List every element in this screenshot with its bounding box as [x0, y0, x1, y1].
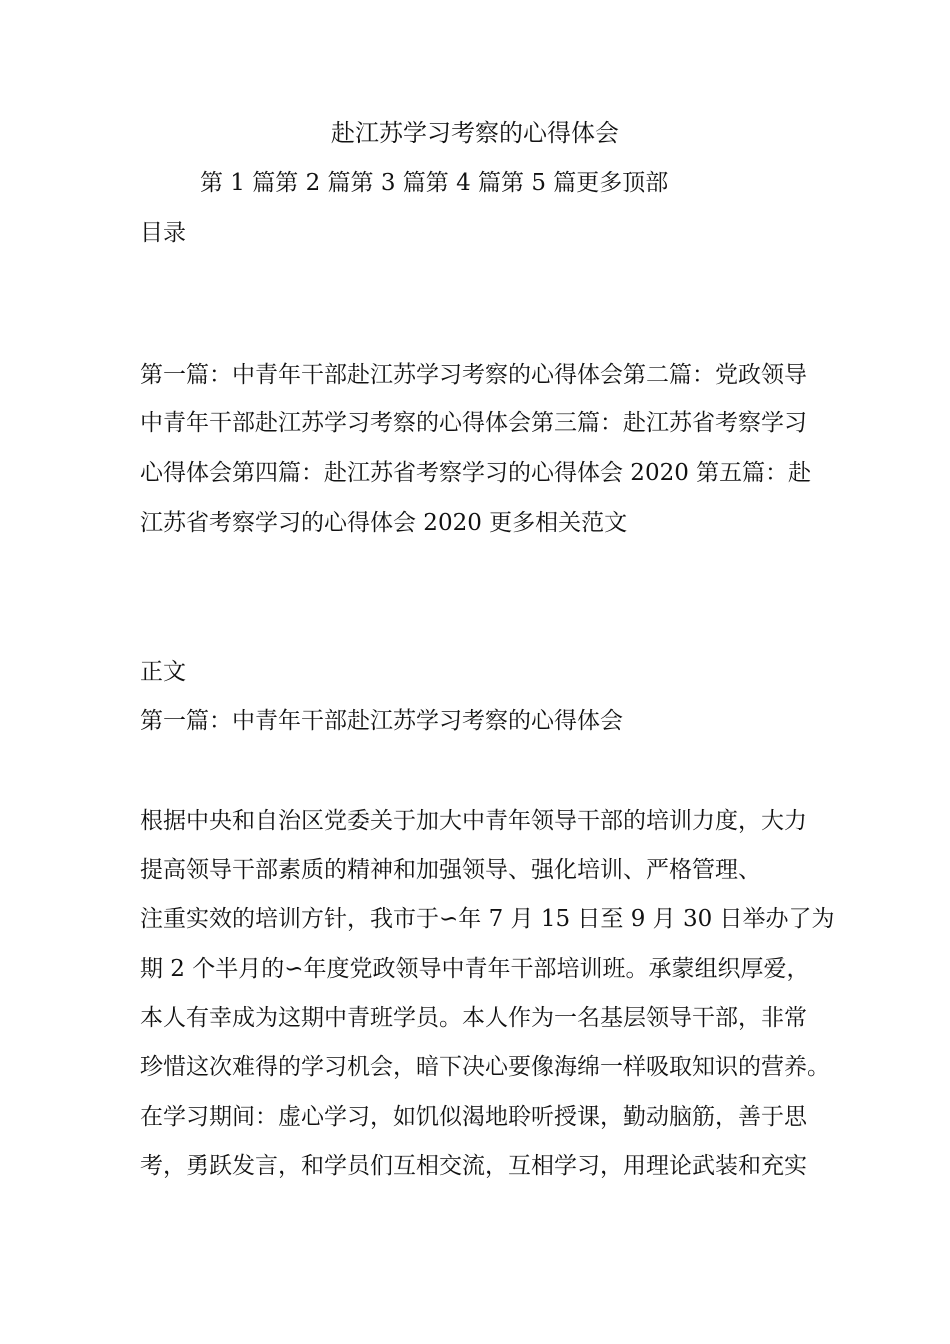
document-title: 赴江苏学习考察的心得体会 — [331, 119, 619, 147]
body-heading: 正文 — [140, 659, 186, 685]
toc-line: 中青年干部赴江苏学习考察的心得体会第三篇：赴江苏省考察学习 — [140, 410, 807, 436]
page-navigation[interactable]: 第 1 篇第 2 篇第 3 篇第 4 篇第 5 篇更多顶部 — [200, 170, 669, 196]
toc-heading: 目录 — [140, 220, 186, 246]
paragraph-line: 期 2 个半月的∽年度党政领导中青年干部培训班。承蒙组织厚爱， — [140, 956, 810, 982]
toc-line: 第一篇：中青年干部赴江苏学习考察的心得体会第二篇：党政领导 — [140, 362, 807, 388]
toc-line: 江苏省考察学习的心得体会 2020 更多相关范文 — [140, 510, 628, 536]
paragraph-line: 提高领导干部素质的精神和加强领导、强化培训、严格管理、 — [140, 857, 761, 883]
paragraph-line: 考，勇跃发言，和学员们互相交流，互相学习，用理论武装和充实 — [140, 1153, 807, 1179]
paragraph-line: 在学习期间：虚心学习，如饥似渴地聆听授课，勤动脑筋，善于思 — [140, 1104, 807, 1130]
section-heading: 第一篇：中青年干部赴江苏学习考察的心得体会 — [140, 708, 623, 734]
paragraph-line: 注重实效的培训方针，我市于∽年 7 月 15 日至 9 月 30 日举办了为 — [140, 906, 835, 932]
paragraph-line: 根据中央和自治区党委关于加大中青年领导干部的培训力度，大力 — [140, 808, 807, 834]
paragraph-line: 珍惜这次难得的学习机会，暗下决心要像海绵一样吸取知识的营养。 — [140, 1054, 830, 1080]
paragraph-line: 本人有幸成为这期中青班学员。本人作为一名基层领导干部，非常 — [140, 1005, 807, 1031]
toc-line: 心得体会第四篇：赴江苏省考察学习的心得体会 2020 第五篇：赴 — [140, 460, 812, 486]
